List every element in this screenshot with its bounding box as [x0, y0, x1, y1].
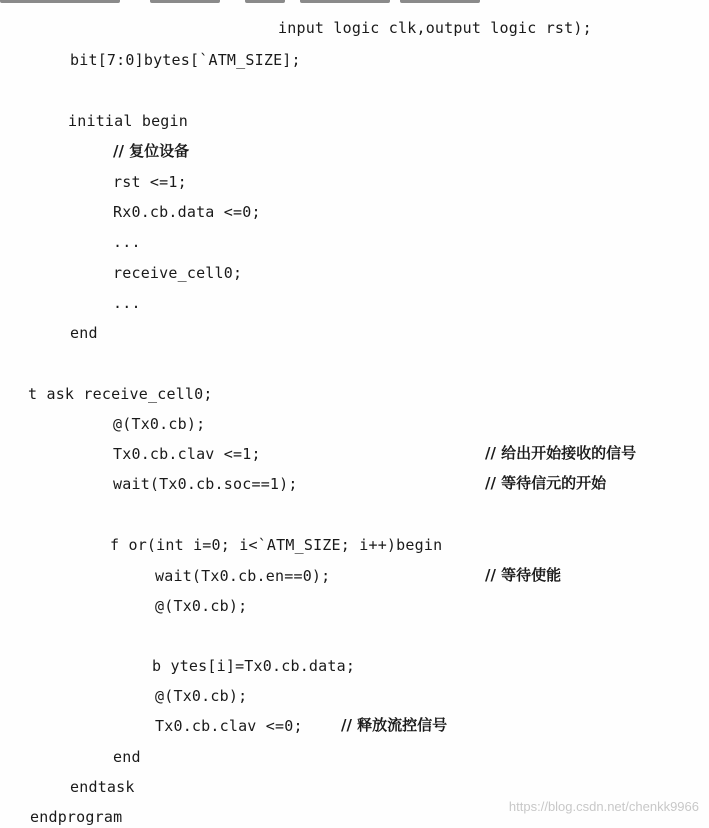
code-line: Tx0.cb.clav <=0; [155, 717, 303, 735]
code-line: f or(int i=0; i<`ATM_SIZE; i++)begin [110, 536, 443, 554]
code-line: end [70, 324, 98, 342]
code-line: @(Tx0.cb); [113, 415, 206, 433]
code-line: endtask [70, 778, 135, 796]
code-line: endprogram [30, 808, 123, 826]
code-line: input logic clk,output logic rst); [278, 19, 592, 37]
code-line: receive_cell0; [113, 264, 243, 282]
code-line: bit[7:0]bytes[`ATM_SIZE]; [70, 51, 301, 69]
code-line: ... [113, 294, 141, 312]
code-line: rst <=1; [113, 173, 187, 191]
code-line: Rx0.cb.data <=0; [113, 203, 261, 221]
code-comment: // 给出开始接收的信号 [485, 444, 637, 462]
cropped-line-fragment [0, 0, 709, 5]
code-line: @(Tx0.cb); [155, 687, 248, 705]
code-line: wait(Tx0.cb.en==0); [155, 567, 331, 585]
code-comment: // 等待信元的开始 [485, 474, 607, 492]
code-comment: // 等待使能 [485, 566, 562, 584]
code-comment: // 复位设备 [113, 142, 190, 160]
code-line: initial begin [68, 112, 188, 130]
code-line: ... [113, 233, 141, 251]
code-line: end [113, 748, 141, 766]
watermark: https://blog.csdn.net/chenkk9966 [508, 799, 699, 814]
code-line: Tx0.cb.clav <=1; [113, 445, 261, 463]
code-line: b ytes[i]=Tx0.cb.data; [152, 657, 356, 675]
code-line: @(Tx0.cb); [155, 597, 248, 615]
code-line: wait(Tx0.cb.soc==1); [113, 475, 298, 493]
code-comment: // 释放流控信号 [341, 716, 448, 734]
code-line: t ask receive_cell0; [28, 385, 213, 403]
